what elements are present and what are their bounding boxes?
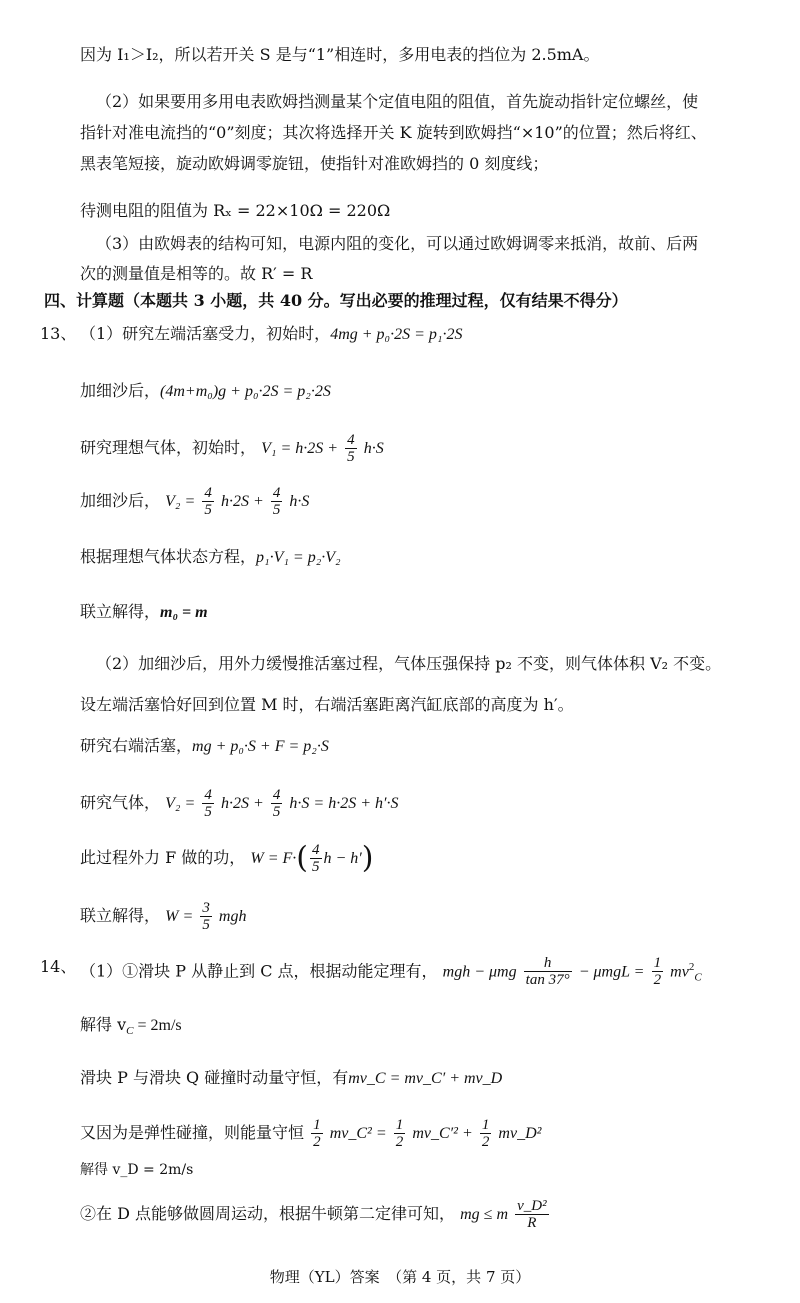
fraction: $\frac{4}{5}$ xyxy=(272,485,281,518)
text-line: 解得 v_D = 2m/s xyxy=(80,1162,194,1178)
text-line: 联立解得， W = $\frac{3}{5}$ mgh xyxy=(80,900,247,933)
text-line: ②在 D 点能够做圆周运动，根据牛顿第二定律可知， mg ≤ m $\frac{\text{v\_D²}}{R}$ xyxy=(80,1198,547,1231)
text-line: 根据理想气体状态方程，p₁·V₁ = p₂·V₂ xyxy=(80,547,341,566)
fraction: $\frac{3}{5}$ xyxy=(202,900,210,933)
fraction: $\frac{h}{\tan 37^\circ}$ xyxy=(525,955,570,989)
text-line: 因为 I₁＞I₂，所以若开关 S 是与“1”相连时，多用电表的挡位为 2.5mA。 xyxy=(80,45,600,64)
section-heading: 四、计算题（本题共 3 小题，共 40 分。写出必要的推理过程，仅有结果不得分） xyxy=(44,291,628,310)
text-line: （1）研究左端活塞受力，初始时，4mg + p₀·2S = p₁·2S xyxy=(80,324,463,343)
fraction: $\frac{4}{5}$ xyxy=(347,432,355,465)
fraction: $\frac{4}{5}$ xyxy=(312,842,320,875)
fraction: $\frac{1}{2}$ xyxy=(481,1117,490,1150)
fraction: $\frac{4}{5}$ xyxy=(204,485,212,518)
text-line: （2）加细沙后，用外力缓慢推活塞过程，气体压强保持 p₂ 不变，则气体体积 V₂ 不变。 xyxy=(96,654,722,673)
text-line: （2）如果要用多用电表欧姆挡测量某个定值电阻的阻值，首先旋动指针定位螺丝，使 xyxy=(96,92,699,111)
question-number: 14、 xyxy=(40,957,77,976)
text-line: 研究理想气体，初始时， V₁ = h·2S + $\frac{4}{5}$ h·S xyxy=(80,432,384,465)
text-line: 次的测量值是相等的。故 R′ = R xyxy=(80,264,313,283)
text-line: （1）①滑块 P 从静止到 C 点，根据动能定理有， mgh − μmg $\frac{h}{\tan 37^\circ}$ − μmgL = $\frac{1}{2}$ $mv^2_C$ xyxy=(80,955,702,989)
fraction: $\frac{1}{2}$ xyxy=(653,955,662,989)
fraction: $\frac{4}{5}$ xyxy=(204,787,212,820)
text-line: （3）由欧姆表的结构可知，电源内阻的变化，可以通过欧姆调零来抵消，故前、后两 xyxy=(96,234,699,253)
text-line: 滑块 P 与滑块 Q 碰撞时动量守恒，有mv_C = mv_C′ + mv_D xyxy=(80,1068,503,1087)
text-line: 黑表笔短接，旋动欧姆调零旋钮，使指针对准欧姆挡的 0 刻度线； xyxy=(80,154,549,173)
question-number: 13、 xyxy=(40,324,77,343)
fraction: $\frac{4}{5}$ xyxy=(272,787,281,820)
text-line: 待测电阻的阻值为 Rₓ = 22×10Ω = 220Ω xyxy=(80,201,391,220)
text-line: 研究右端活塞，mg + p₀·S + F = p₂·S xyxy=(80,736,329,755)
text-line: 指针对准电流挡的“0”刻度；其次将选择开关 K 旋转到欧姆挡“×10”的位置；然后将红、 xyxy=(80,123,707,142)
text-line: 加细沙后， V₂ = $\frac{4}{5}$ h·2S + $\frac{4}{5}$ h·S xyxy=(80,485,310,518)
fraction: $\frac{1}{2}$ xyxy=(395,1117,404,1150)
text-line: 联立解得，m₀ = m xyxy=(80,602,208,621)
text-line: 研究气体， V₂ = $\frac{4}{5}$ h·2S + $\frac{4}{5}$ h·S = h·2S + h′·S xyxy=(80,787,399,820)
text-line: 又因为是弹性碰撞，则能量守恒 $\frac{1}{2}$ mv_C² = $\frac{1}{2}$ mv_C′² + $\frac{1}{2}$ mv_D² xyxy=(80,1117,542,1150)
text-line: 此过程外力 F 做的功， W = F·( $\frac{4}{5}$ h − h′) xyxy=(80,840,374,876)
text-line: 加细沙后，(4m+m₀)g + p₀·2S = p₂·2S xyxy=(80,381,331,400)
page-footer: 物理（YL）答案 （第 4 页，共 7 页） xyxy=(269,1268,531,1286)
fraction: $\frac{\text{v\_D²}}{R}$ xyxy=(517,1198,547,1231)
text-line: 设左端活塞恰好回到位置 M 时，右端活塞距离汽缸底部的高度为 h′。 xyxy=(80,695,574,714)
text-line: 解得 $v_C = 2m/s$ xyxy=(80,1015,182,1038)
fraction: $\frac{1}{2}$ xyxy=(313,1117,321,1150)
